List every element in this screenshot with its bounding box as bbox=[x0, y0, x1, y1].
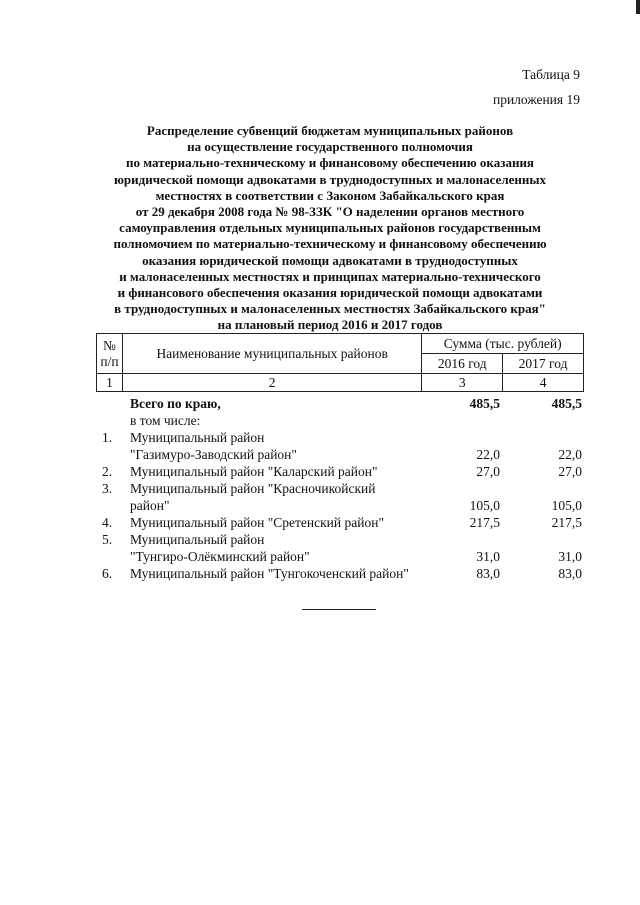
district-name: Муниципальный район bbox=[130, 532, 265, 547]
title-line: оказания юридической помощи адвокатами в труднодоступных bbox=[142, 252, 518, 268]
value-2016: 83,0 bbox=[476, 566, 500, 581]
value-2016: 22,0 bbox=[476, 447, 500, 462]
header-name-col: Наименование муниципальных районов bbox=[122, 334, 421, 374]
title-line: в труднодоступных и малонаселенных местностях Забайкальского края" bbox=[114, 301, 546, 317]
table-reference: Таблица 9 bbox=[522, 67, 580, 82]
district-name: Муниципальный район bbox=[130, 430, 265, 445]
title-line: на плановый период 2016 и 2017 годов bbox=[217, 317, 443, 333]
column-index: 1 bbox=[97, 374, 123, 392]
table-row bbox=[96, 430, 584, 447]
end-divider bbox=[302, 609, 376, 610]
row-number: 6. bbox=[102, 566, 113, 581]
value-2017: 27,0 bbox=[558, 464, 582, 479]
value-2017: 22,0 bbox=[558, 447, 582, 462]
header-year-2016: 2016 год bbox=[422, 354, 503, 374]
including-label: в том числе: bbox=[130, 413, 201, 428]
row-number: 4. bbox=[102, 515, 113, 530]
column-index: 3 bbox=[422, 374, 503, 392]
value-2016: 217,5 bbox=[469, 515, 500, 530]
scan-edge-mark bbox=[636, 0, 640, 14]
table-row-cont bbox=[96, 447, 584, 464]
title-line: от 29 декабря 2008 года № 98-ЗЗК "О наделении органов местного bbox=[135, 204, 525, 220]
total-label: Всего по краю, bbox=[130, 396, 221, 411]
district-name: Муниципальный район "Сретенский район" bbox=[130, 515, 384, 530]
title-line: и финансового обеспечения оказания юридической помощи адвокатами bbox=[117, 285, 543, 301]
row-number: 3. bbox=[102, 481, 113, 496]
header-num-col: № п/п bbox=[97, 334, 123, 374]
title-line: и малонаселенных местностях и принципах материально-технического bbox=[119, 268, 541, 284]
title-line: самоуправления отдельных муниципальных районов государственным bbox=[119, 220, 541, 236]
district-name: Муниципальный район "Красночикойский bbox=[130, 481, 376, 496]
subtotal-label-row bbox=[96, 413, 584, 430]
table-row bbox=[96, 464, 584, 481]
district-name: Муниципальный район "Каларский район" bbox=[130, 464, 378, 479]
table-header bbox=[96, 333, 584, 392]
district-name: Муниципальный район "Тунгокоченский район" bbox=[130, 566, 409, 581]
total-2016: 485,5 bbox=[469, 396, 500, 411]
title-line: на осуществление государственного полномочия bbox=[187, 139, 473, 155]
district-name: "Газимуро-Заводский район" bbox=[130, 447, 297, 462]
row-number: 2. bbox=[102, 464, 113, 479]
table-row bbox=[96, 532, 584, 549]
table-row bbox=[96, 515, 584, 532]
title-line: Распределение субвенций бюджетам муниципальных районов bbox=[146, 123, 514, 138]
district-name: район" bbox=[130, 498, 170, 513]
row-number: 5. bbox=[102, 532, 113, 547]
appendix-reference: приложения 19 bbox=[492, 92, 580, 107]
value-2017: 105,0 bbox=[551, 498, 582, 513]
total-2017: 485,5 bbox=[551, 396, 582, 411]
district-name: "Тунгиро-Олёкминский район" bbox=[130, 549, 310, 564]
table-row bbox=[96, 566, 584, 583]
column-index: 2 bbox=[122, 374, 421, 392]
header-year-2017: 2017 год bbox=[503, 354, 584, 374]
header-sum-col: Сумма (тыс. рублей) bbox=[422, 334, 584, 354]
value-2016: 31,0 bbox=[476, 549, 500, 564]
value-2017: 217,5 bbox=[551, 515, 582, 530]
row-number: 1. bbox=[102, 430, 113, 445]
table-body bbox=[96, 396, 584, 583]
title-line: местностях в соответствии с Законом Забайкальского края bbox=[155, 187, 505, 203]
value-2017: 83,0 bbox=[558, 566, 582, 581]
title-line: полномочием по материально-техническому и финансовому обеспечению bbox=[113, 236, 547, 252]
title-line: по материально-техническому и финансовому обеспечению оказания bbox=[126, 155, 534, 171]
title-line: юридической помощи адвокатами в труднодоступных и малонаселенных bbox=[113, 171, 547, 187]
value-2017: 31,0 bbox=[558, 549, 582, 564]
document-title bbox=[90, 123, 570, 334]
table-row-cont bbox=[96, 498, 584, 515]
table-row bbox=[96, 481, 584, 498]
value-2016: 105,0 bbox=[469, 498, 500, 513]
value-2016: 27,0 bbox=[476, 464, 500, 479]
total-row bbox=[96, 396, 584, 413]
column-index: 4 bbox=[503, 374, 584, 392]
table-row-cont bbox=[96, 549, 584, 566]
